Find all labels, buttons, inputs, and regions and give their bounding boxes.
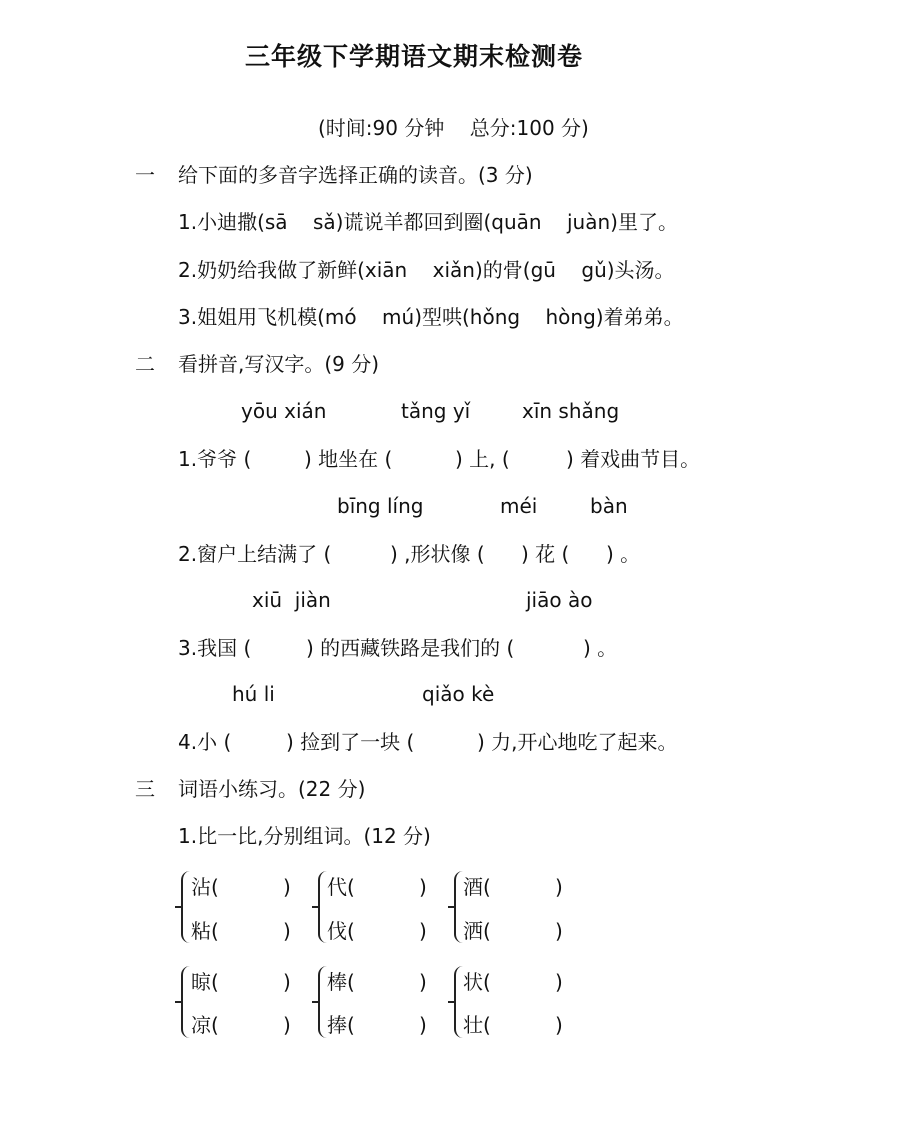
section-heading: 看拼音,写汉字。(9 分) — [178, 352, 380, 376]
close-paren: ) — [555, 875, 563, 899]
pinyin-prompt: tǎng yǐ — [401, 399, 471, 423]
char-item: 凉( — [191, 1013, 219, 1037]
sentence-part: ) 地坐在 ( — [304, 447, 393, 471]
pinyin-prompt: qiǎo kè — [422, 682, 495, 706]
subquestion-heading: 1.比一比,分别组词。(12 分) — [178, 824, 431, 848]
char-item: 沾( — [191, 875, 219, 899]
close-paren: ) — [419, 875, 427, 899]
sentence-part: 4.小 ( — [178, 730, 232, 754]
close-paren: ) — [419, 1013, 427, 1037]
pinyin-prompt: yōu xián — [241, 399, 327, 423]
pinyin-prompt: bàn — [590, 494, 628, 518]
sentence-part: ) 着戏曲节目。 — [566, 447, 701, 471]
char-item: 粘( — [191, 919, 219, 943]
pinyin-prompt: xīn shǎng — [522, 399, 620, 423]
close-paren: ) — [419, 970, 427, 994]
close-paren: ) — [283, 919, 291, 943]
pinyin-prompt: méi — [500, 494, 538, 518]
sentence-part: ) 上, ( — [455, 447, 510, 471]
exam-info: (时间:90 分钟 总分:100 分) — [318, 116, 589, 140]
sentence-part: 2.窗户上结满了 ( — [178, 542, 332, 566]
char-item: 捧( — [327, 1013, 355, 1037]
close-paren: ) — [555, 1013, 563, 1037]
sentence-part: ) 力,开心地吃了起来。 — [477, 730, 678, 754]
char-item: 酒( — [463, 875, 491, 899]
question-item: 2.奶奶给我做了新鲜(xiān xiǎn)的骨(gū gǔ)头汤。 — [178, 258, 675, 282]
char-item: 状( — [463, 970, 491, 994]
char-item: 棒( — [327, 970, 355, 994]
sentence-part: ) 花 ( — [521, 542, 570, 566]
close-paren: ) — [555, 919, 563, 943]
char-item: 代( — [327, 875, 355, 899]
char-item: 晾( — [191, 970, 219, 994]
question-item: 1.小迪撒(sā sǎ)谎说羊都回到圈(quān juàn)里了。 — [178, 210, 678, 234]
close-paren: ) — [283, 875, 291, 899]
sentence-part: ) 。 — [606, 542, 641, 566]
sentence-part: 1.爷爷 ( — [178, 447, 252, 471]
char-item: 壮( — [463, 1013, 491, 1037]
pinyin-prompt: bīng líng — [337, 494, 424, 518]
close-paren: ) — [555, 970, 563, 994]
char-item: 伐( — [327, 919, 355, 943]
sentence-part: ) 的西藏铁路是我们的 ( — [306, 636, 515, 660]
close-paren: ) — [419, 919, 427, 943]
close-paren: ) — [283, 1013, 291, 1037]
section-number: 一 — [135, 163, 155, 187]
question-item: 3.姐姐用飞机模(mó mú)型哄(hǒng hòng)着弟弟。 — [178, 305, 684, 329]
sentence-part: ) 。 — [583, 636, 618, 660]
sentence-part: ) ,形状像 ( — [390, 542, 485, 566]
page-title: 三年级下学期语文期末检测卷 — [245, 42, 584, 71]
pinyin-prompt: hú li — [232, 682, 275, 706]
char-item: 洒( — [463, 919, 491, 943]
sentence-part: ) 捡到了一块 ( — [286, 730, 415, 754]
close-paren: ) — [283, 970, 291, 994]
pinyin-prompt: xiū jiàn — [252, 588, 331, 612]
section-number: 二 — [135, 352, 155, 376]
pinyin-prompt: jiāo ào — [526, 588, 593, 612]
section-number: 三 — [135, 777, 155, 801]
section-heading: 词语小练习。(22 分) — [178, 777, 366, 801]
section-heading: 给下面的多音字选择正确的读音。(3 分) — [178, 163, 533, 187]
sentence-part: 3.我国 ( — [178, 636, 252, 660]
